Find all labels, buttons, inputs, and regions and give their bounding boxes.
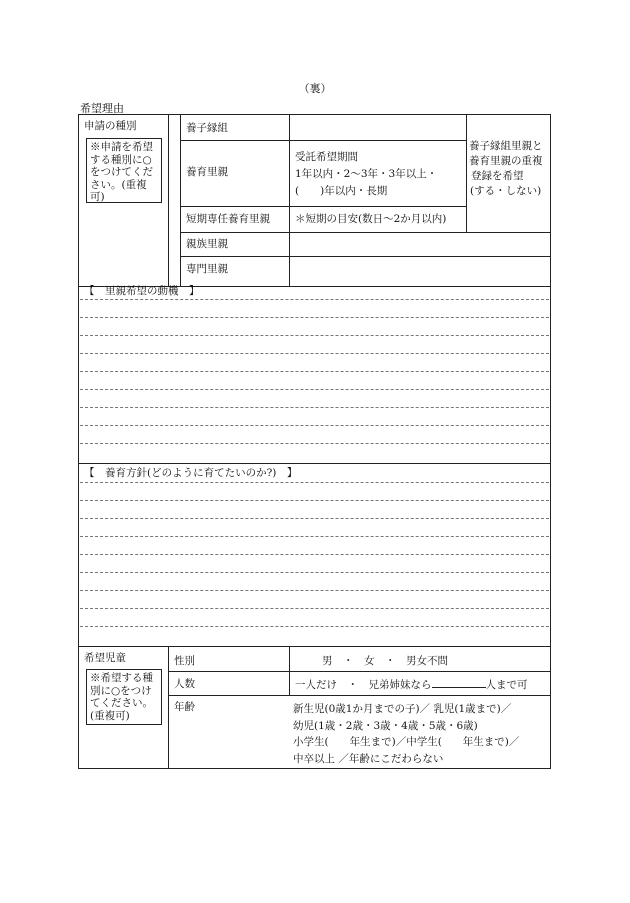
- gender-options: 男 ・ 女 ・ 男女不問: [322, 655, 448, 667]
- row-specialist-label: 専門里親: [186, 263, 228, 275]
- motive-label: 【 里親希望の動機 】: [84, 285, 200, 297]
- application-note: ※申請を希望 する種別に○ をつけてくだ さい。(重複可): [86, 138, 162, 203]
- section-label: 希望理由: [80, 102, 124, 115]
- foster-period-title: 受託希望期間: [295, 151, 358, 163]
- short-term-note: ＊短期の目安(数日～2か月以内): [295, 213, 447, 225]
- row-short-term-label: 短期専任養育里親: [186, 213, 270, 225]
- foster-period-options-2: ( )年以内・長期: [295, 185, 388, 197]
- count-blank: [432, 677, 486, 688]
- foster-period-options: 1年以内・2～3年・3年以上・: [295, 168, 438, 180]
- row-kinship-label: 親族里親: [186, 238, 228, 250]
- desired-child-header: 希望児童: [84, 652, 126, 664]
- count-label: 人数: [174, 678, 195, 690]
- row-adoption-label: 養子縁組: [186, 122, 228, 134]
- count-options: 一人だけ ・ 兄弟姉妹なら 人まで可: [295, 679, 528, 691]
- row-foster-label: 養育里親: [186, 166, 228, 178]
- application-type-header: 申請の種別: [84, 120, 137, 132]
- age-options: 新生児(0歳1か月までの子)／ 乳児(1歳まで)／ 幼児(1歳・2歳・3歳・4歳・5歳・6歳) 小学生( 年生まで)／中学生( 年生まで)／ 中卒以上 ／年齢にこだわらない: [293, 703, 520, 765]
- policy-label: 【 養育方針(どのように育てたいのか?) 】: [84, 467, 298, 479]
- age-label: 年齢: [174, 701, 195, 713]
- dual-registration-note: 養子縁組里親と 養育里親の重複 登録を希望 (する・しない): [469, 140, 543, 197]
- desired-child-note: ※希望する種 別に○をつけ てください。 (重複可): [86, 669, 162, 725]
- gender-label: 性別: [174, 655, 195, 667]
- page-title: （裏）: [298, 82, 332, 95]
